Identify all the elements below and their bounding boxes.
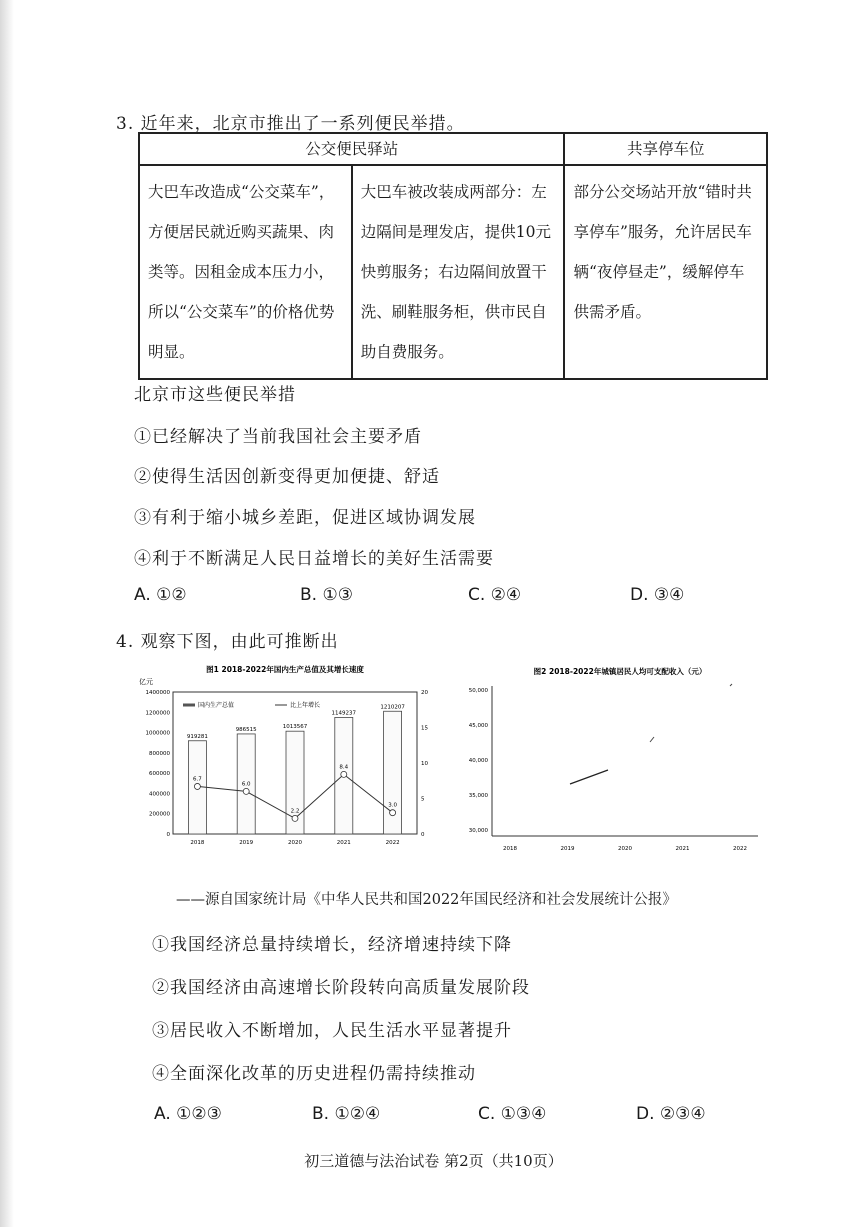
income-line-segment [650,737,654,742]
growth-label: 2.2 [290,808,300,815]
q3-cell-barber-bus: 大巴车被改装成两部分：左边隔间是理发店，提供10元快剪服务；右边隔间放置干洗、刷鞋服务柜，供市民自助自费服务。 [352,165,565,379]
q3-statement-3: ③有利于缩小城乡差距，促进区域协调发展 [134,508,476,528]
growth-label: 8.4 [339,764,349,771]
q3-statement-1: ①已经解决了当前我国社会主要矛盾 [134,427,422,447]
q3-lead: 北京市这些便民举措 [134,385,296,405]
gdp-chart-ytick: 400000 [149,791,170,798]
gdp-chart-legend-line: 比上年增长 [290,702,321,709]
gdp-chart-ytick: 1200000 [145,710,170,717]
gdp-bar-label: 1013567 [282,724,308,731]
growth-label: 6.7 [193,776,202,783]
gdp-chart-xtick: 2021 [336,840,351,846]
q3-header-bus-station: 公交便民驿站 [139,133,564,165]
gdp-chart-legend-bars: 国内生产总值 [198,702,235,709]
income-chart-ytick: 35,000 [468,793,488,799]
gdp-chart-y2tick: 0 [421,832,425,838]
q4-option-a[interactable]: A. ①②③ [154,1104,222,1124]
income-chart-xtick: 2019 [560,846,575,852]
gdp-chart-xtick: 2020 [288,840,302,846]
growth-point [292,815,298,821]
q4-statement-3: ③居民收入不断增加，人民生活水平显著提升 [152,1021,512,1041]
gdp-bar-label: 1210207 [380,704,405,711]
gdp-chart-ytick: 600000 [149,771,170,778]
gdp-chart-title: 图1 2018-2022年国内生产总值及其增长速度 [206,665,364,674]
growth-point [194,783,200,789]
q4-option-d[interactable]: D. ②③④ [636,1104,706,1124]
income-chart-ytick: 30,000 [468,828,488,834]
q4-stem: 4. 观察下图，由此可推断出 [116,632,339,652]
gdp-chart-xtick: 2022 [385,840,400,846]
page-footer: 初三道德与法治试卷 第2页（共10页） [304,1152,563,1170]
gdp-chart-y2tick: 20 [421,690,428,696]
q4-option-c[interactable]: C. ①③④ [478,1104,547,1124]
q3-statement-2: ②使得生活因创新变得更加便捷、舒适 [134,467,440,487]
q4-statement-4: ④全面深化改革的历史进程仍需持续推动 [152,1064,476,1084]
q4-options [0,1104,867,1128]
gdp-chart-ytick: 1000000 [145,730,170,737]
gdp-chart-y2tick: 15 [421,725,428,732]
q4-statement-2: ②我国经济由高速增长阶段转向高质量发展阶段 [152,978,530,998]
gdp-chart-ytick: 200000 [149,811,170,818]
gdp-chart-legend [183,701,320,709]
q3-cell-shared-parking: 部分公交场站开放“错时共享停车”服务，允许居民车辆“夜停昼走”，缓解停车供需矛盾。 [564,165,767,379]
q3-table [138,132,768,380]
gdp-chart-ytick: 1400000 [145,690,170,696]
growth-point [243,788,249,794]
q3-options [0,585,867,609]
gdp-chart-xtick: 2018 [190,840,205,846]
income-chart-title: 图2 2018-2022年城镇居民人均可支配收入（元） [533,667,707,676]
gdp-chart-ytick: 800000 [149,750,170,757]
income-chart [450,660,770,860]
q3-option-b[interactable]: B. ①③ [300,585,353,605]
growth-point [390,810,396,816]
q4-option-b[interactable]: B. ①②④ [312,1104,381,1124]
q3-option-c[interactable]: C. ②④ [468,585,522,605]
page-shadow [0,0,14,1227]
q3-option-d[interactable]: D. ③④ [630,585,685,605]
income-line-segment [730,684,732,686]
gdp-bar-label: 919281 [186,733,208,740]
q4-source: ——源自国家统计局《中华人民共和国2022年国民经济和社会发展统计公报》 [176,892,677,908]
gdp-chart-ytick: 0 [166,832,170,838]
q4-statement-1: ①我国经济总量持续增长，经济增速持续下降 [152,935,512,955]
income-chart-xtick: 2022 [733,846,747,852]
income-line-segment [570,770,608,784]
growth-point [341,771,347,777]
income-chart-ytick: 45,000 [468,723,488,729]
income-chart-ytick: 40,000 [468,758,488,764]
gdp-chart-ylabel: 亿元 [139,678,153,686]
gdp-chart-xtick: 2019 [239,840,254,846]
income-chart-xtick: 2018 [503,846,517,852]
q3-stem: 3. 近年来，北京市推出了一系列便民举措。 [116,114,465,134]
gdp-chart-y2tick: 5 [421,796,425,803]
growth-label: 3.0 [388,802,397,809]
gdp-bar-label: 986515 [235,726,257,733]
income-chart-line [570,684,732,784]
growth-label: 6.0 [241,781,251,788]
income-chart-xtick: 2020 [618,846,632,852]
q3-option-a[interactable]: A. ①② [134,585,187,605]
gdp-chart [125,660,445,860]
q3-cell-vegetable-bus: 大巴车改造成“公交菜车”，方便居民就近购买蔬果、肉类等。因租金成本压力小，所以“公交菜车”的价格优势明显。 [139,165,352,379]
income-chart-ytick: 50,000 [468,688,488,694]
q3-header-shared-parking: 共享停车位 [564,133,767,165]
income-chart-xtick: 2021 [675,846,690,852]
gdp-chart-y2tick: 10 [421,761,428,767]
q3-statement-4: ④利于不断满足人民日益增长的美好生活需要 [134,549,494,569]
gdp-bar-label: 1149237 [331,710,357,717]
